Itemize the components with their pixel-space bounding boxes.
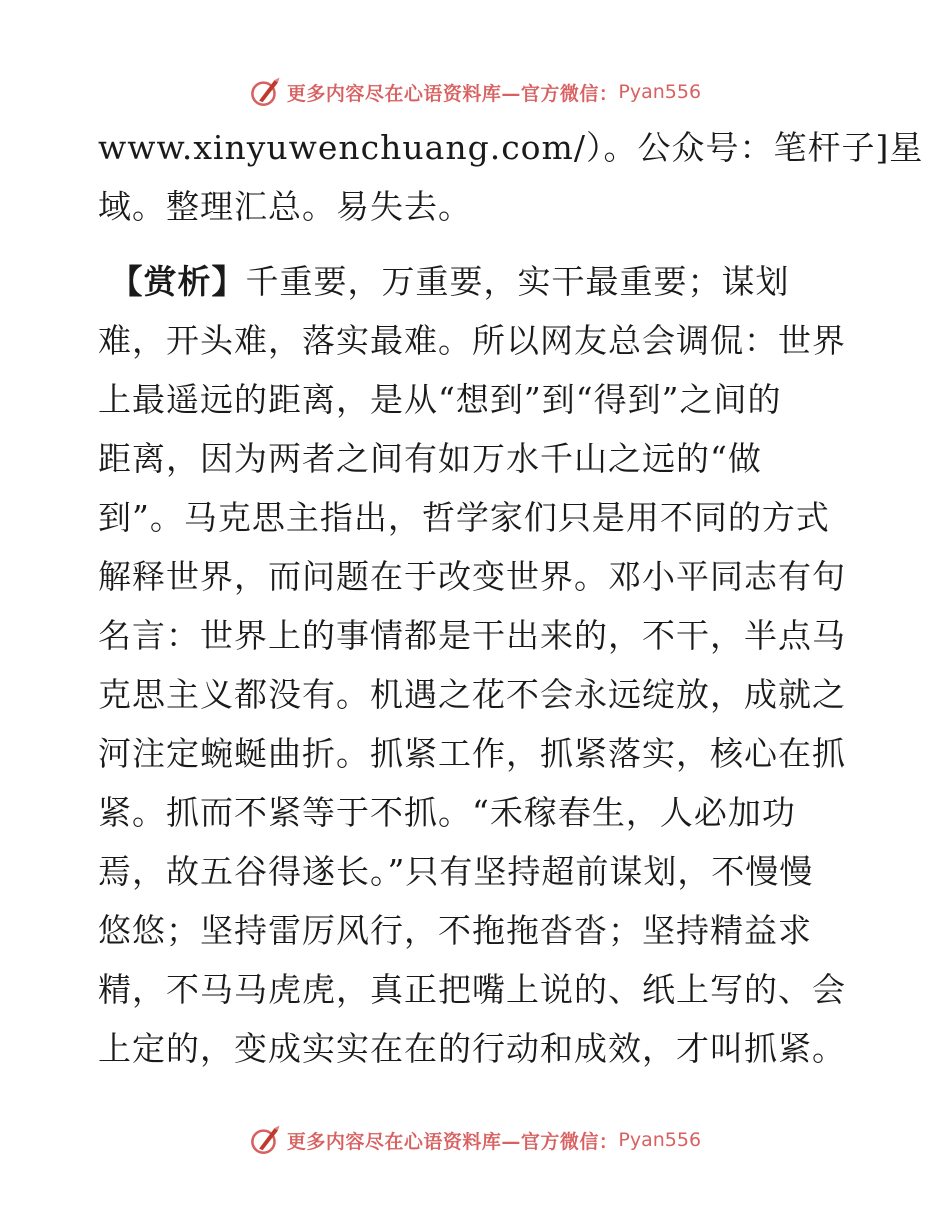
quill-pen-logo-icon <box>249 75 283 109</box>
text-line: 悠悠；坚持雷厉风行，不拖拖沓沓；坚持精益求 <box>98 911 812 950</box>
header-banner <box>0 72 950 112</box>
text-line: 名言：世界上的事情都是干出来的，不干，半点马 <box>98 616 846 655</box>
text-line: 克思主义都没有。机遇之花不会永远绽放，成就之 <box>98 675 846 714</box>
document-body <box>98 118 924 1078</box>
text-line: 河注定蜿蜒曲折。抓紧工作，抓紧落实，核心在抓 <box>98 734 846 773</box>
quill-pen-logo-icon <box>249 1123 283 1157</box>
footer-banner <box>0 1120 950 1160</box>
text-line: 精，不马马虎虎，真正把嘴上说的、纸上写的、会 <box>98 970 846 1009</box>
text-line: 紧。抓而不紧等于不抓。“禾稼春生，人必加功 <box>98 793 796 832</box>
text-line: 距离，因为两者之间有如万水千山之远的“做 <box>98 439 762 478</box>
text-line: 解释世界，而问题在于改变世界。邓小平同志有句 <box>98 557 846 596</box>
banner-text: 更多内容尽在心语资料库—官方微信： <box>286 1130 619 1153</box>
intro-paragraph <box>98 118 924 236</box>
banner-wechat-handle: Pyan556 <box>618 81 702 103</box>
text-line: 到”。马克思主指出，哲学家们只是用不同的方式 <box>98 498 830 537</box>
text-line: 上定的，变成实实在在的行动和成效，才叫抓紧。 <box>98 1029 846 1068</box>
text-line: www.xinyuwenchuang.com/）。公众号：笔杆子]星 <box>98 128 924 167</box>
text-line <box>98 252 850 311</box>
banner-text: 更多内容尽在心语资料库—官方微信： <box>286 82 619 105</box>
analysis-paragraph <box>98 252 850 1078</box>
text-line: 焉，故五谷得遂长。”只有坚持超前谋划，不慢慢 <box>98 852 814 891</box>
analysis-heading: 【赏析】 <box>109 262 246 301</box>
text-line: 域。整理汇总。易失去。 <box>98 187 472 226</box>
text-line: 难，开头难，落实最难。所以网友总会调侃：世界 <box>98 321 846 360</box>
banner-wechat-handle: Pyan556 <box>618 1129 702 1151</box>
analysis-first-line: 千重要，万重要，实干最重要；谋划 <box>245 262 790 301</box>
text-line: 上最遥远的距离，是从“想到”到“得到”之间的 <box>98 380 782 419</box>
